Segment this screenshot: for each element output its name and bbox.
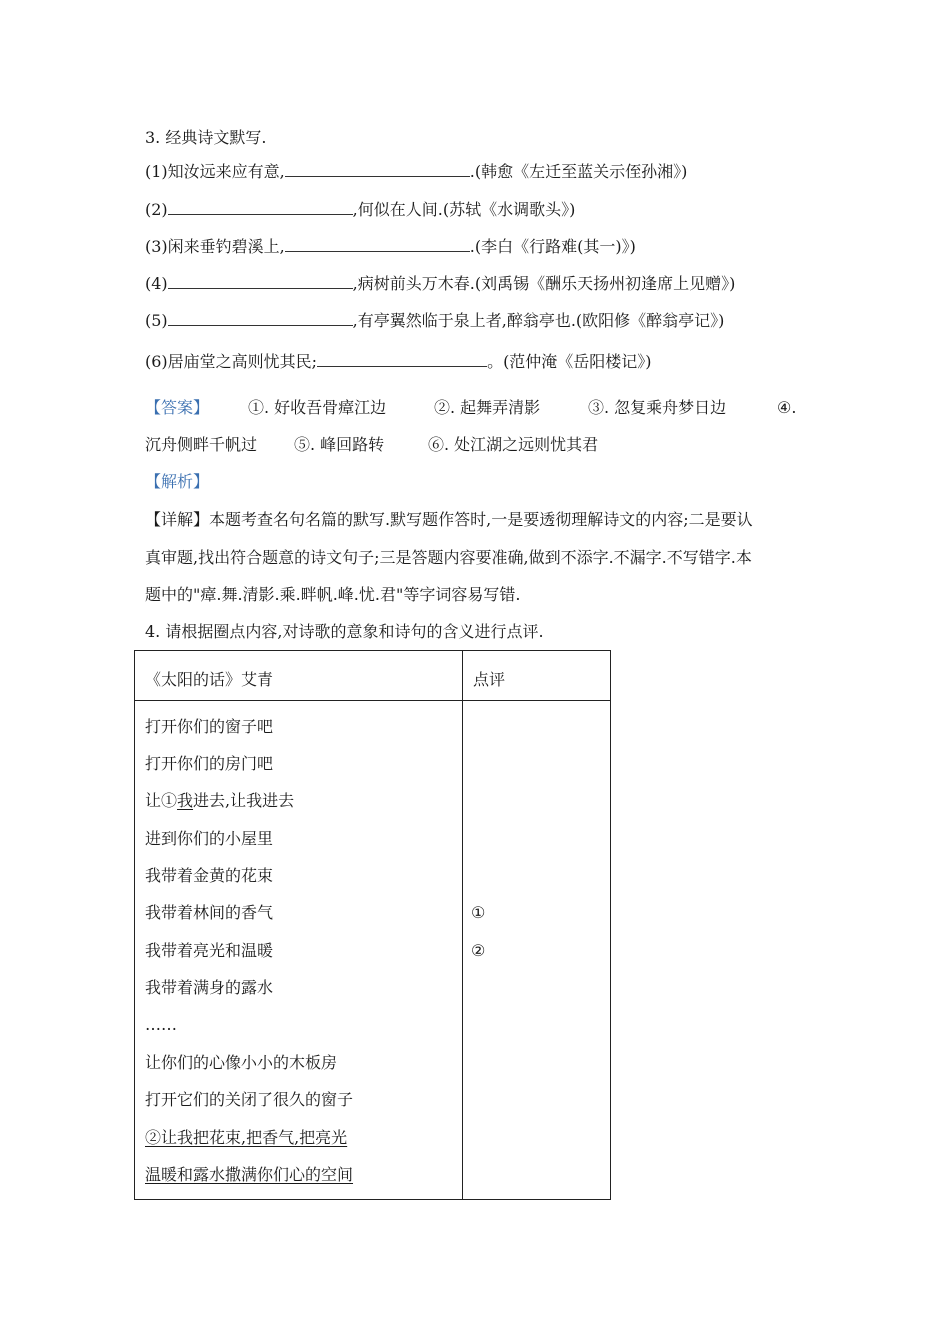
q3-item-3: (3)闲来垂钓碧溪上, .(李白《行路难(其一)》)	[145, 237, 636, 256]
poem-line: 我带着亮光和温暖	[145, 941, 274, 960]
poem-line: 让你们的心像小小的木板房	[145, 1053, 338, 1072]
poem-line-underlined: ②让我把花束,把香气,把亮光	[145, 1128, 348, 1147]
comment-mark-1: ①	[471, 903, 486, 922]
comment-mark-2: ②	[471, 941, 486, 960]
poem-line-underlined: 温暖和露水撒满你们心的空间	[145, 1165, 354, 1184]
answer-blank[interactable]	[168, 200, 353, 215]
answer-3: ③. 忽复乘舟梦日边	[588, 398, 727, 417]
poem-line-3: 让①我进去,让我进去	[145, 791, 295, 810]
poem-line: 打开它们的关闭了很久的窗子	[145, 1090, 354, 1109]
answer-5: ⑤. 峰回路转	[294, 435, 385, 454]
answer-blank[interactable]	[285, 237, 470, 252]
poem-line: 我带着林间的香气	[145, 903, 274, 922]
poem-line: 打开你们的房门吧	[145, 754, 274, 773]
detail-line-2: 真审题,找出符合题意的诗文句子;三是答题内容要准确,做到不添字.不漏字.不写错字.本	[145, 548, 752, 567]
answer-6: ⑥. 处江湖之远则忧其君	[428, 435, 599, 454]
answer-blank[interactable]	[285, 162, 470, 177]
detail-tag: 【详解】	[145, 510, 210, 529]
q3-heading: 3. 经典诗文默写.	[145, 128, 267, 147]
comment-header: 点评	[463, 651, 611, 701]
detail-line-3: 题中的"瘴.舞.清影.乘.畔帆.峰.忧.君"等字词容易写错.	[145, 585, 521, 604]
answer-tag: 【答案】	[145, 398, 210, 417]
q3-item-4: (4) ,病树前头万木春.(刘禹锡《酬乐天扬州初逢席上见赠》)	[145, 274, 736, 293]
answer-4: 沉舟侧畔千帆过	[145, 435, 258, 454]
detail-line-1: 【详解】本题考查名句名篇的默写.默写题作答时,一是要透彻理解诗文的内容;二是要认	[145, 510, 753, 529]
poem-line: 进到你们的小屋里	[145, 829, 274, 848]
q3-item-1: (1)知汝远来应有意, .(韩愈《左迁至蓝关示侄孙湘》)	[145, 162, 688, 181]
answer-4-label: ④.	[777, 398, 797, 417]
q4-heading: 4. 请根据圈点内容,对诗歌的意象和诗句的含义进行点评.	[145, 622, 544, 641]
poem-ellipsis: ……	[145, 1015, 177, 1034]
answer-blank[interactable]	[168, 274, 353, 289]
poem-line: 我带着满身的露水	[145, 978, 274, 997]
answer-1: ①. 好收吾骨瘴江边	[248, 398, 387, 417]
poem-line: 我带着金黄的花束	[145, 866, 274, 885]
poem-line: 打开你们的窗子吧	[145, 717, 274, 736]
q3-item-2: (2) ,何似在人间.(苏轼《水调歌头》)	[145, 200, 576, 219]
analysis-tag: 【解析】	[145, 472, 210, 491]
answer-blank[interactable]	[317, 352, 487, 367]
poem-title-header: 《太阳的话》艾青	[135, 651, 463, 701]
q3-item-5: (5) ,有亭翼然临于泉上者,醉翁亭也.(欧阳修《醉翁亭记》)	[145, 311, 725, 330]
q3-item-6: (6)居庙堂之高则忧其民; 。(范仲淹《岳阳楼记》)	[145, 352, 652, 371]
answer-2: ②. 起舞弄清影	[434, 398, 541, 417]
answer-blank[interactable]	[168, 311, 353, 326]
